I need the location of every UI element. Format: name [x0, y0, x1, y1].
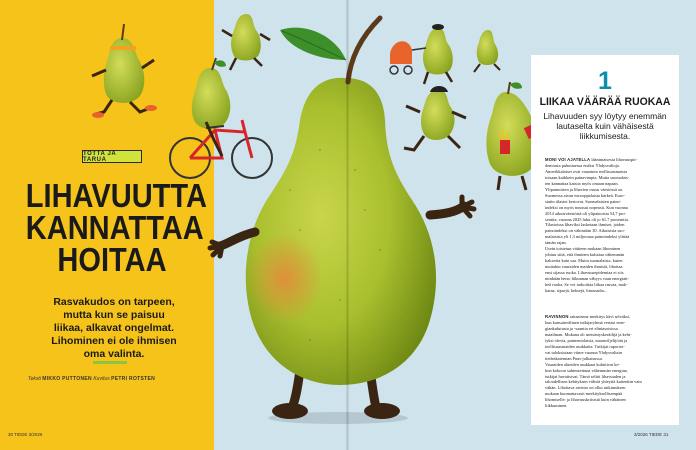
intro-line: oma valinta. — [83, 348, 145, 360]
byline — [28, 376, 208, 382]
body-line: läänimaisesta lihavuuspti- — [591, 157, 638, 162]
headline-line: HOITAA — [57, 241, 167, 278]
body-line: niinkään hetso liikunnan vähyys vaan energiati- — [545, 276, 629, 282]
body-line: teollisuusmaiden asukkaita. Tutkijat raportoi- — [545, 343, 625, 349]
body-line: Amerikkalaiset ovat vaarainta teollisuusmaista — [545, 168, 628, 174]
folio-left: 30 TIEDE 3/2026 — [8, 432, 43, 437]
body-line: Ylipainoisten ja lihavien osuus väestössä on — [545, 186, 623, 192]
body-line: malaisista yli 1,3 miljoonaa painoindeksi ylittää — [545, 234, 630, 240]
body-line: lihomiselle: ja lihavuuskriisistä kuin vähäinen — [545, 397, 626, 403]
paragraph-2 — [545, 314, 671, 409]
section-tag: TOTTA JA TARUA — [82, 150, 142, 163]
paragraph-lead: MONI VOI AJATELLA — [545, 157, 591, 162]
intro-line: Lihominen ei ole ihmisen — [51, 335, 177, 347]
body-line: muitakin vauraiden maiden ihmisiä, lihottaa — [545, 264, 623, 270]
body-line: senttia, vuonna 2025 luku oli jo 61,7 prosenttia. — [545, 216, 629, 222]
body-line: ensi sijassa ruoka. Lihavuusepidemiaa ei siis — [545, 270, 624, 276]
body-line: vat tuloksistaan viime vuonna Yhdysvaltain — [545, 349, 622, 355]
body-line: kun kansainvälinen tutkijaryhmä vertasi ener- — [545, 319, 626, 325]
body-line: mukaan huomattavasti merkityksellisempää — [545, 391, 623, 397]
body-line: tiedeakatemian Pnas-julkaisussa. — [545, 355, 603, 361]
panel-subtitle-line: liikkumisesta. — [579, 131, 631, 141]
intro-line: mutta kun se paisuu — [63, 309, 165, 321]
headline — [25, 177, 207, 278]
headline-line: KANNATTAA — [25, 209, 204, 246]
body-line: tyksi olevia, paimentolaisia, maanviljelijöitä ja — [545, 337, 628, 343]
body-line: taloudellisen kehityksen välistä yhteyttä kuitenkin vain — [545, 379, 642, 385]
panel-subtitle-line: Lihavuuden syy löytyy enemmän — [543, 111, 667, 121]
body-line: kaloreita kuin saa. Mutta suomalaisia, kuten — [545, 258, 623, 264]
body-line: giankulutusta ja -saantia eri elintasoisissa — [545, 325, 618, 331]
panel-number: 1 — [598, 67, 612, 95]
body-line: heä ruoka. Se voi tarkoittaa liikaa rasvaa, mak- — [545, 282, 628, 288]
page-gutter — [346, 0, 349, 450]
body-line: vähän. Lihottava ravinto on ollut tutkimuksen — [545, 385, 626, 391]
body-line: Usein toistetun väitteen mukaan lihominen — [545, 246, 621, 252]
body-line: statin tilastot kertovat. Suomalaisten paino- — [545, 198, 622, 204]
body-line: Tilastoissa lihaviksi lasketaan ihmiset, joiden — [545, 222, 625, 228]
headline-line: LIHAVUUTTA — [25, 177, 207, 214]
author: MIKKO PUTTONEN — [42, 376, 92, 382]
body-line: liikkuminen. — [545, 403, 568, 409]
paragraph-lead: RAVINNON — [545, 314, 569, 319]
body-line: karaa, sipsejä, keksejä, limonadia... — [545, 287, 608, 293]
body-line: demiasta puhuttaessa etsiksi Yhdysvaltoja. — [545, 162, 620, 168]
text-label: Teksti — [28, 376, 41, 382]
body-line: ten kannattaa katsoa myös omaan napaan. — [545, 180, 619, 186]
body-line: Suomessa aivan eurooppalaista kärkeä. Euro- — [545, 192, 625, 198]
intro-line: liikaa, alkavat ongelmat. — [53, 322, 175, 334]
body-line: rattaaisena merkitys kävi selväksi, — [569, 314, 630, 319]
body-line: Vauraiden alueiden asukkaat kuluttivat ke- — [545, 361, 620, 367]
image-label: Kuvitus — [93, 376, 110, 382]
paragraph-1 — [545, 157, 671, 294]
panel-subtitle-line: lautaselta kuin vähäisestä — [556, 121, 654, 131]
body-line: tutkijat havaitsivat. Tämä selitti lihavuuden ja — [545, 373, 626, 379]
panel-title: LIIKAA VÄÄRÄÄ RUOKAA — [539, 96, 671, 108]
body-line: hon kokoon suhteutettuna vähemmän energiaa, — [545, 367, 628, 373]
illustrator: PETRI ROTSTEN — [111, 376, 156, 382]
panel-subtitle — [541, 111, 669, 141]
intro-text — [24, 296, 204, 361]
body-line: maailman. Mukana oli metsästyskeräilijä ja kehi- — [545, 331, 632, 337]
body-line: painoindeksi on vähintään 30. Aikuisista suo- — [545, 228, 625, 234]
intro-line: Rasvakudos on tarpeen, — [53, 296, 175, 308]
sidebar-panel — [531, 55, 679, 425]
body-line: toisaan kaikkein painavimpia. Mutta suomalais- — [545, 174, 630, 180]
body-line: tämän rajan. — [545, 240, 567, 246]
body-line: 2014 aikuisväestöstä oli ylipainoisia 54,7 pro- — [545, 210, 626, 216]
body-line: johtuu siitä, että ihminen kuluttaa vähemmän — [545, 252, 625, 258]
body-line: indeksi on myös noussut nopeasti. Kun vuonna — [545, 204, 628, 210]
divider — [93, 361, 127, 364]
folio-right: 3/2026 TIEDE 31 — [634, 432, 669, 437]
